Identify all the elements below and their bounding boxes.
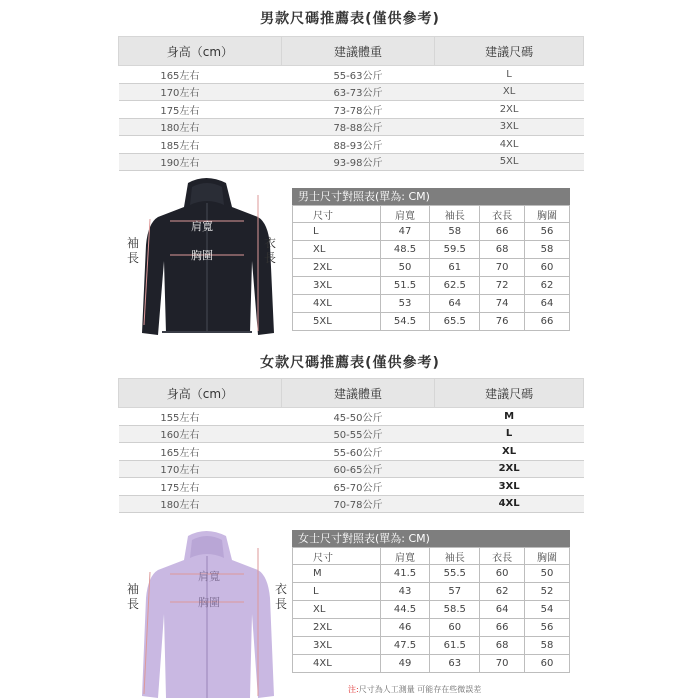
cell-size: 2XL	[435, 460, 584, 478]
header-weight: 建議體重	[281, 37, 434, 66]
table-row	[119, 101, 584, 119]
table-header-row	[119, 37, 584, 66]
cell-weight: 65-70公斤	[281, 478, 434, 496]
cell-sleeve: 59.5	[430, 241, 480, 259]
header-shoulder: 肩寬	[380, 548, 430, 565]
measurement-note	[348, 684, 481, 695]
men-title: 男款尺碼推薦表(僅供參考)	[260, 11, 440, 27]
cell-length: 60	[480, 565, 525, 583]
cell-shoulder: 46	[380, 619, 430, 637]
header-weight: 建議體重	[281, 379, 434, 408]
women-length-label: 衣 長	[274, 582, 287, 611]
cell-length: 66	[480, 223, 525, 241]
header-height: 身高（cm）	[119, 379, 282, 408]
cell-size: 3XL	[293, 277, 381, 295]
table-row	[119, 443, 584, 461]
cell-shoulder: 54.5	[380, 313, 430, 331]
cell-height: 185左右	[119, 136, 282, 154]
table-row	[293, 277, 570, 295]
table-row	[119, 460, 584, 478]
header-size: 建議尺碼	[435, 379, 584, 408]
cell-length: 74	[480, 295, 525, 313]
cell-chest: 60	[525, 655, 570, 673]
cell-size: 2XL	[435, 101, 584, 119]
cell-shoulder: 48.5	[380, 241, 430, 259]
table-row	[293, 223, 570, 241]
cell-size: L	[435, 425, 584, 443]
table-header-row	[293, 206, 570, 223]
cell-shoulder: 53	[380, 295, 430, 313]
men-size-chart-title: 男士尺寸對照表(單為: CM)	[292, 188, 570, 205]
cell-size: 2XL	[293, 619, 381, 637]
cell-chest: 64	[525, 295, 570, 313]
women-recommend-table	[118, 378, 584, 513]
cell-size: 4XL	[435, 495, 584, 513]
cell-sleeve: 60	[430, 619, 480, 637]
cell-size: 5XL	[435, 153, 584, 171]
cell-chest: 62	[525, 277, 570, 295]
cell-height: 170左右	[119, 83, 282, 101]
cell-chest: 56	[525, 619, 570, 637]
cell-weight: 55-63公斤	[281, 66, 434, 84]
table-row	[293, 619, 570, 637]
table-row	[293, 259, 570, 277]
women-size-chart-title: 女士尺寸對照表(單為: CM)	[292, 530, 570, 547]
table-row	[293, 295, 570, 313]
cell-weight: 70-78公斤	[281, 495, 434, 513]
cell-size: 2XL	[293, 259, 381, 277]
women-sleeve-label: 袖 長	[126, 582, 139, 611]
cell-size: XL	[293, 601, 381, 619]
cell-sleeve: 63	[430, 655, 480, 673]
note-prefix: 注:	[348, 685, 359, 694]
cell-shoulder: 41.5	[380, 565, 430, 583]
cell-length: 76	[480, 313, 525, 331]
men-shoulder-label: 肩寬	[191, 220, 213, 233]
cell-height: 175左右	[119, 101, 282, 119]
cell-shoulder: 47	[380, 223, 430, 241]
cell-size: XL	[435, 443, 584, 461]
cell-weight: 93-98公斤	[281, 153, 434, 171]
cell-size: L	[435, 66, 584, 84]
cell-weight: 60-65公斤	[281, 460, 434, 478]
women-shoulder-label: 肩寬	[198, 570, 220, 583]
table-row	[119, 136, 584, 154]
men-recommend-table	[118, 36, 584, 171]
table-row	[119, 495, 584, 513]
cell-chest: 52	[525, 583, 570, 601]
cell-weight: 50-55公斤	[281, 425, 434, 443]
men-length-label: 衣 長	[263, 236, 276, 265]
cell-height: 165左右	[119, 66, 282, 84]
cell-shoulder: 50	[380, 259, 430, 277]
cell-size: 4XL	[293, 295, 381, 313]
table-row	[119, 118, 584, 136]
header-shoulder: 肩寬	[380, 206, 430, 223]
cell-size: XL	[293, 241, 381, 259]
header-size: 尺寸	[293, 548, 381, 565]
women-title: 女款尺碼推薦表(僅供參考)	[260, 355, 440, 371]
header-sleeve: 袖長	[430, 548, 480, 565]
table-row	[293, 601, 570, 619]
women-jacket-image	[140, 528, 275, 698]
cell-size: 3XL	[435, 478, 584, 496]
men-size-chart	[292, 188, 570, 331]
cell-weight: 55-60公斤	[281, 443, 434, 461]
cell-chest: 56	[525, 223, 570, 241]
cell-sleeve: 62.5	[430, 277, 480, 295]
header-height: 身高（cm）	[119, 37, 282, 66]
cell-height: 165左右	[119, 443, 282, 461]
table-row	[119, 153, 584, 171]
cell-length: 72	[480, 277, 525, 295]
cell-sleeve: 57	[430, 583, 480, 601]
cell-sleeve: 58	[430, 223, 480, 241]
note-text: 尺寸為人工測量 可能存在些微誤差	[358, 685, 482, 694]
cell-chest: 54	[525, 601, 570, 619]
cell-size: 3XL	[435, 118, 584, 136]
table-row	[293, 241, 570, 259]
men-chest-label: 胸圍	[191, 249, 213, 262]
cell-weight: 45-50公斤	[281, 408, 434, 426]
men-sleeve-label: 袖 長	[126, 236, 139, 265]
table-header-row	[293, 548, 570, 565]
cell-size: 4XL	[293, 655, 381, 673]
cell-length: 70	[480, 259, 525, 277]
table-header-row	[119, 379, 584, 408]
table-row	[119, 83, 584, 101]
header-chest: 胸圍	[525, 206, 570, 223]
header-chest: 胸圍	[525, 548, 570, 565]
women-chest-label: 胸圍	[198, 596, 220, 609]
table-row	[293, 583, 570, 601]
table-row	[293, 655, 570, 673]
cell-length: 66	[480, 619, 525, 637]
cell-shoulder: 43	[380, 583, 430, 601]
table-row	[293, 637, 570, 655]
cell-length: 70	[480, 655, 525, 673]
cell-length: 68	[480, 637, 525, 655]
cell-size: XL	[435, 83, 584, 101]
cell-size: M	[293, 565, 381, 583]
cell-chest: 58	[525, 637, 570, 655]
cell-chest: 60	[525, 259, 570, 277]
cell-shoulder: 49	[380, 655, 430, 673]
table-row	[119, 66, 584, 84]
cell-size: L	[293, 583, 381, 601]
cell-chest: 58	[525, 241, 570, 259]
cell-size: 3XL	[293, 637, 381, 655]
cell-shoulder: 44.5	[380, 601, 430, 619]
cell-sleeve: 65.5	[430, 313, 480, 331]
header-length: 衣長	[480, 206, 525, 223]
cell-chest: 50	[525, 565, 570, 583]
cell-height: 170左右	[119, 460, 282, 478]
cell-length: 64	[480, 601, 525, 619]
cell-weight: 73-78公斤	[281, 101, 434, 119]
cell-sleeve: 61	[430, 259, 480, 277]
cell-height: 180左右	[119, 495, 282, 513]
jacket-body	[142, 531, 274, 698]
table-row	[119, 425, 584, 443]
header-sleeve: 袖長	[430, 206, 480, 223]
cell-length: 62	[480, 583, 525, 601]
cell-shoulder: 51.5	[380, 277, 430, 295]
cell-height: 180左右	[119, 118, 282, 136]
cell-sleeve: 55.5	[430, 565, 480, 583]
cell-sleeve: 58.5	[430, 601, 480, 619]
header-size: 尺寸	[293, 206, 381, 223]
cell-height: 160左右	[119, 425, 282, 443]
cell-weight: 63-73公斤	[281, 83, 434, 101]
table-row	[293, 313, 570, 331]
women-size-chart	[292, 530, 570, 673]
table-row	[119, 408, 584, 426]
cell-length: 68	[480, 241, 525, 259]
table-row	[119, 478, 584, 496]
cell-sleeve: 61.5	[430, 637, 480, 655]
cell-size: 5XL	[293, 313, 381, 331]
header-size: 建議尺碼	[435, 37, 584, 66]
cell-chest: 66	[525, 313, 570, 331]
cell-height: 175左右	[119, 478, 282, 496]
cell-weight: 78-88公斤	[281, 118, 434, 136]
cell-weight: 88-93公斤	[281, 136, 434, 154]
cell-size: 4XL	[435, 136, 584, 154]
cell-sleeve: 64	[430, 295, 480, 313]
cell-size: M	[435, 408, 584, 426]
header-length: 衣長	[480, 548, 525, 565]
cell-size: L	[293, 223, 381, 241]
cell-height: 190左右	[119, 153, 282, 171]
cell-height: 155左右	[119, 408, 282, 426]
table-row	[293, 565, 570, 583]
cell-shoulder: 47.5	[380, 637, 430, 655]
